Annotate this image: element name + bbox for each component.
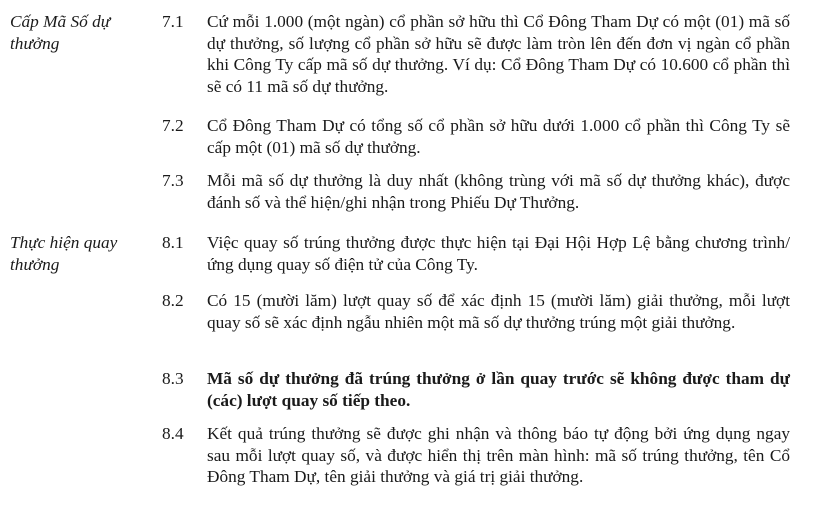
clause-text: Kết quả trúng thưởng sẽ được ghi nhận và thông báo tự động bởi ứng dụng ngay sau mỗi lượt quay số, và được hiển thị trên màn hình: mã số trúng thưởng, tên Cổ Đông Tham Dự, tên giải thưởng và giá trị giải thưởng.: [207, 424, 790, 486]
clause-number: 7.3: [162, 171, 184, 190]
clause-number: 7.1: [162, 12, 184, 31]
clause-number: 8.3: [162, 369, 184, 388]
clause-number: 8.2: [162, 291, 184, 310]
clause-text: Mã số dự thưởng đã trúng thưởng ở lần quay trước sẽ không được tham dự (các) lượt quay số tiếp theo.: [207, 369, 790, 410]
clause-text: Cứ mỗi 1.000 (một ngàn) cổ phần sở hữu thì Cổ Đông Tham Dự có một (01) mã số dự thưởng, số lượng cổ phần sở hữu sẽ được làm tròn lên đến đơn vị ngàn cổ phần khi Công Ty cấp mã số dự thưởng. Ví dụ: Cổ Đông Tham Dự có 10.600 cổ phần thì sẽ có 11 mã số dự thưởng.: [207, 12, 790, 96]
clause-text: Cổ Đông Tham Dự có tổng số cổ phần sở hữu dưới 1.000 cổ phần thì Công Ty sẽ cấp một (01) mã số dự thưởng.: [207, 116, 790, 157]
clause-text: Mỗi mã số dự thưởng là duy nhất (không trùng với mã số dự thưởng khác), được đánh số và thể hiện/ghi nhận trong Phiếu Dự Thưởng.: [207, 171, 790, 212]
clause-number: 8.1: [162, 233, 184, 252]
clause-number: 8.4: [162, 424, 184, 443]
clause-text: Việc quay số trúng thưởng được thực hiện tại Đại Hội Hợp Lệ bằng chương trình/ứng dụng quay số điện tử của Công Ty.: [207, 233, 790, 274]
section-heading-draw: Thực hiện quay thưởng: [10, 233, 118, 274]
clause-number: 7.2: [162, 116, 184, 135]
clause-text: Có 15 (mười lăm) lượt quay số để xác định 15 (mười lăm) giải thưởng, mỗi lượt quay số sẽ xác định ngẫu nhiên một mã số dự thưởng trúng một giải thưởng.: [207, 291, 790, 332]
section-heading-prize-code: Cấp Mã Số dự thưởng: [10, 12, 111, 53]
